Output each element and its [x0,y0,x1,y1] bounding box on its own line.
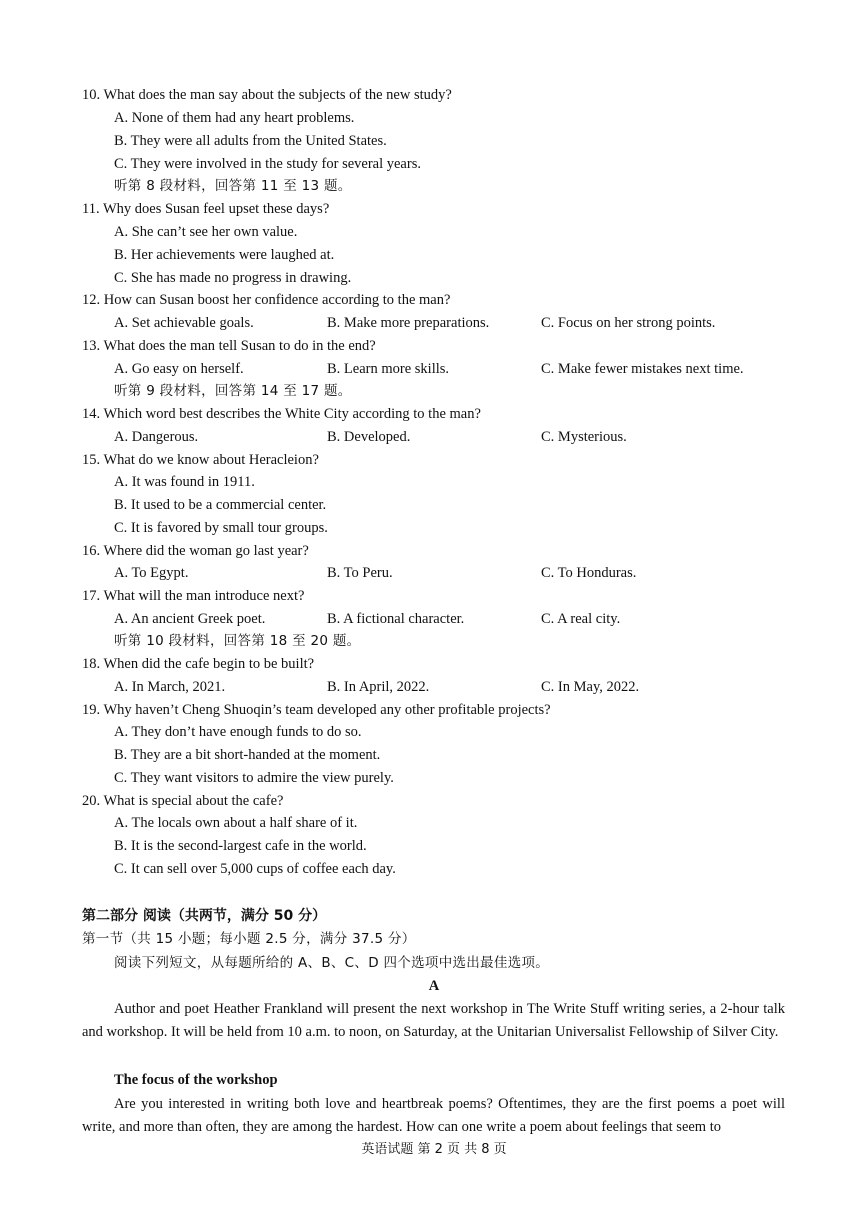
question-20: 20. What is special about the cafe? [82,793,284,809]
question-19-option-a: A. They don’t have enough funds to do so. [114,724,362,740]
page-footer: 英语试题 第 2 页 共 8 页 [361,1142,507,1157]
question-19-option-b: B. They are a bit short-handed at the moment. [114,747,381,763]
question-14-option-a: A. Dangerous. [114,429,199,445]
question-10-option-b: B. They were all adults from the United States. [114,133,387,149]
question-10-option-a: A. None of them had any heart problems. [114,110,355,126]
question-17: 17. What will the man introduce next? [82,588,305,604]
question-13: 13. What does the man tell Susan to do in the end? [82,338,376,354]
question-18-option-b: B. In April, 2022. [327,679,430,695]
passage-paragraph-1-text: Author and poet Heather Frankland will present the next workshop in The Write Stuff writing series, a 2-hour talk and workshop. It will be held from 10 a.m. to noon, on Saturday, at the Unitarian Universalist Fellowship of Silver City. [82,1001,785,1040]
question-12-option-a: A. Set achievable goals. [114,315,254,331]
question-20-option-a: A. The locals own about a half share of it. [114,815,358,831]
question-18: 18. When did the cafe begin to be built? [82,656,315,672]
passage-paragraph-2 [82,1093,785,1139]
question-15: 15. What do we know about Heracleion? [82,452,319,468]
question-19: 19. Why haven’t Cheng Shuoqin’s team developed any other profitable projects? [82,702,551,718]
reading-instruction: 阅读下列短文，从每题所给的 A、B、C、D 四个选项中选出最佳选项。 [114,955,550,971]
listening-instruction-10: 听第 10 段材料，回答第 18 至 20 题。 [114,633,361,649]
question-11-option-b: B. Her achievements were laughed at. [114,247,335,263]
question-17-option-c: C. A real city. [541,611,621,627]
question-15-option-c: C. It is favored by small tour groups. [114,520,328,536]
section-one-title: 第一节（共 15 小题；每小题 2.5 分，满分 37.5 分） [82,931,416,947]
listening-instruction-8: 听第 8 段材料，回答第 11 至 13 题。 [114,178,352,194]
question-17-option-a: A. An ancient Greek poet. [114,611,266,627]
passage-letter: A [428,978,440,994]
question-15-option-a: A. It was found in 1911. [114,474,255,490]
question-13-option-c: C. Make fewer mistakes next time. [541,361,744,377]
question-17-option-b: B. A fictional character. [327,611,465,627]
question-10-option-c: C. They were involved in the study for several years. [114,156,421,172]
question-20-option-b: B. It is the second-largest cafe in the world. [114,838,367,854]
question-18-option-c: C. In May, 2022. [541,679,640,695]
question-12: 12. How can Susan boost her confidence according to the man? [82,292,451,308]
question-11: 11. Why does Susan feel upset these days? [82,201,330,217]
question-19-option-c: C. They want visitors to admire the view purely. [114,770,394,786]
question-13-option-a: A. Go easy on herself. [114,361,244,377]
question-20-option-c: C. It can sell over 5,000 cups of coffee each day. [114,861,396,877]
question-11-option-c: C. She has made no progress in drawing. [114,270,352,286]
question-14-option-b: B. Developed. [327,429,411,445]
question-16-option-c: C. To Honduras. [541,565,637,581]
question-16: 16. Where did the woman go last year? [82,543,309,559]
question-15-option-b: B. It used to be a commercial center. [114,497,327,513]
question-18-option-a: A. In March, 2021. [114,679,226,695]
question-11-option-a: A. She can’t see her own value. [114,224,298,240]
passage-heading: The focus of the workshop [114,1072,278,1088]
part-two-title: 第二部分 阅读（共两节，满分 50 分） [82,908,327,924]
question-12-option-b: B. Make more preparations. [327,315,490,331]
question-16-option-b: B. To Peru. [327,565,393,581]
question-10: 10. What does the man say about the subjects of the new study? [82,87,452,103]
passage-paragraph-2-text: Are you interested in writing both love and heartbreak poems? Oftentimes, they are the first poems a poet will write, and more than often, they are among the hardest. How can one write a poem about feelings that seem to [82,1096,785,1135]
question-16-option-a: A. To Egypt. [114,565,189,581]
question-14-option-c: C. Mysterious. [541,429,627,445]
question-12-option-c: C. Focus on her strong points. [541,315,716,331]
passage-paragraph-1 [82,998,785,1044]
listening-instruction-9: 听第 9 段材料，回答第 14 至 17 题。 [114,383,352,399]
question-13-option-b: B. Learn more skills. [327,361,450,377]
question-14: 14. Which word best describes the White City according to the man? [82,406,481,422]
